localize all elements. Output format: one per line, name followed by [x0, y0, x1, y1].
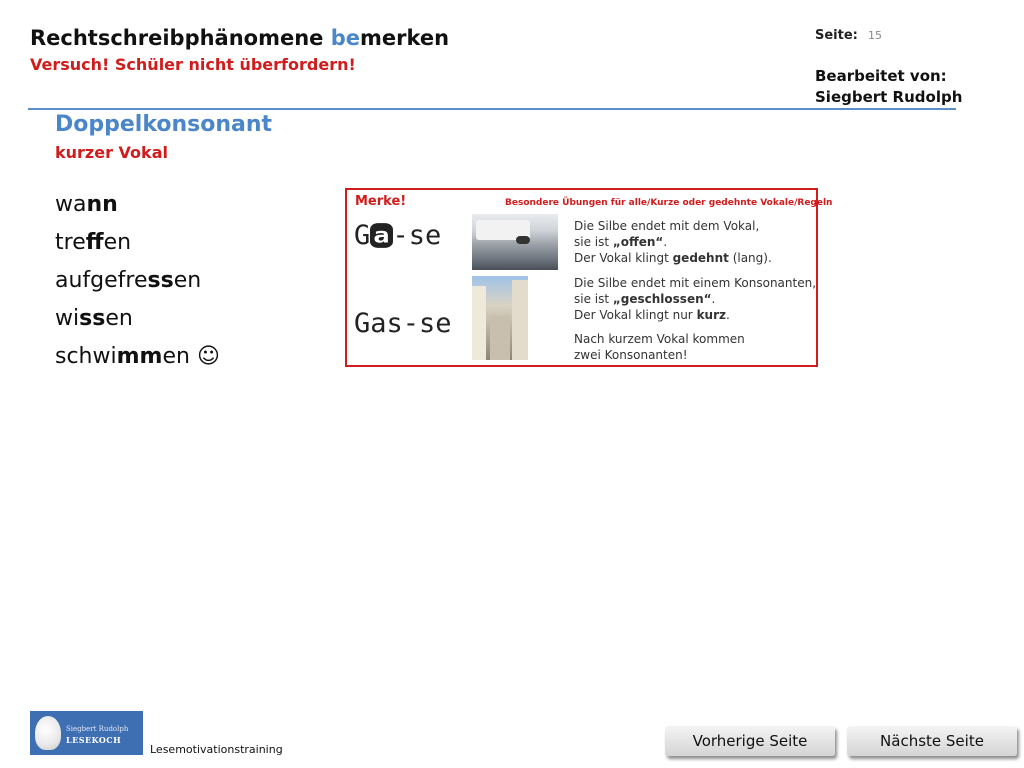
- rule-line: Die Silbe endet mit einem Konsonanten,: [574, 276, 817, 290]
- logo-author: Siegbert Rudolph: [66, 725, 129, 733]
- word-part: aufgefre: [55, 268, 148, 293]
- word-list: [55, 186, 220, 376]
- section-subtitle: kurzer Vokal: [55, 143, 168, 162]
- word-part: schwi: [55, 344, 117, 369]
- lightbulb-icon: [35, 716, 61, 750]
- page-label: Seite:: [815, 28, 858, 43]
- previous-page-button[interactable]: Vorherige Seite: [665, 726, 835, 756]
- rule-line: Der Vokal klingt gedehnt (lang).: [574, 251, 772, 265]
- exhaust-photo: [472, 214, 558, 270]
- footer-label: Lesemotivationstraining: [150, 743, 283, 756]
- double-consonant: mm: [116, 344, 163, 369]
- title-highlight: be: [330, 26, 361, 50]
- section-title: Doppelkonsonant: [55, 112, 273, 137]
- list-item: [55, 224, 220, 262]
- syllable-example-open: [354, 220, 441, 251]
- word-part: tre: [55, 230, 86, 255]
- stretched-vowel: a: [370, 223, 392, 248]
- word-part: wa: [55, 192, 87, 217]
- rule-line: Nach kurzem Vokal kommen: [574, 332, 745, 346]
- double-consonant: ff: [85, 230, 104, 255]
- word-part: wi: [55, 306, 80, 331]
- rule-line: Die Silbe endet mit dem Vokal,: [574, 219, 760, 233]
- word-part: en: [105, 306, 133, 331]
- logo-brand: LESEKOCH: [66, 735, 122, 745]
- rule-line: zwei Konsonanten!: [574, 348, 688, 362]
- word-part: en: [173, 268, 202, 293]
- editor-info: [815, 66, 962, 108]
- list-item: [55, 300, 220, 338]
- rule-line: Der Vokal klingt nur kurz.: [574, 308, 730, 322]
- rule-line: sie ist „offen“.: [574, 235, 668, 249]
- lesekoch-logo: [30, 711, 143, 755]
- syllable-example-closed: Gas-se: [354, 308, 452, 339]
- double-consonant: nn: [86, 192, 118, 217]
- double-consonant: ss: [79, 306, 106, 331]
- merke-header-link[interactable]: Besondere Übungen für alle/Kurze oder gedehnte Vokale/Regeln: [505, 198, 833, 208]
- list-item: [55, 186, 220, 224]
- alley-photo: [472, 276, 528, 360]
- merke-title: Merke!: [355, 194, 407, 209]
- list-item: [55, 338, 220, 376]
- header-divider: [28, 108, 956, 110]
- edited-by-label: Bearbeitet von:: [815, 67, 947, 85]
- list-item: [55, 262, 220, 300]
- next-page-button[interactable]: Nächste Seite: [847, 726, 1017, 756]
- page-title: [30, 26, 449, 50]
- author-name: Siegbert Rudolph: [815, 88, 963, 106]
- page-subtitle: Versuch! Schüler nicht überfordern!: [30, 55, 356, 74]
- title-text-end: merken: [360, 26, 450, 50]
- word-part: en: [103, 230, 132, 255]
- page-number: 15: [868, 29, 882, 42]
- rule-double-consonant: [574, 331, 745, 363]
- rule-open-syllable: [574, 218, 772, 266]
- double-consonant: ss: [147, 268, 174, 293]
- rule-closed-syllable: [574, 275, 816, 323]
- rule-line: sie ist „geschlossen“.: [574, 292, 716, 306]
- merke-box[interactable]: [345, 188, 833, 367]
- word-part: en ☺: [162, 344, 220, 369]
- example-letter: G: [354, 220, 371, 251]
- example-suffix: -se: [392, 220, 442, 251]
- title-text: Rechtschreibphänomene: [30, 26, 331, 50]
